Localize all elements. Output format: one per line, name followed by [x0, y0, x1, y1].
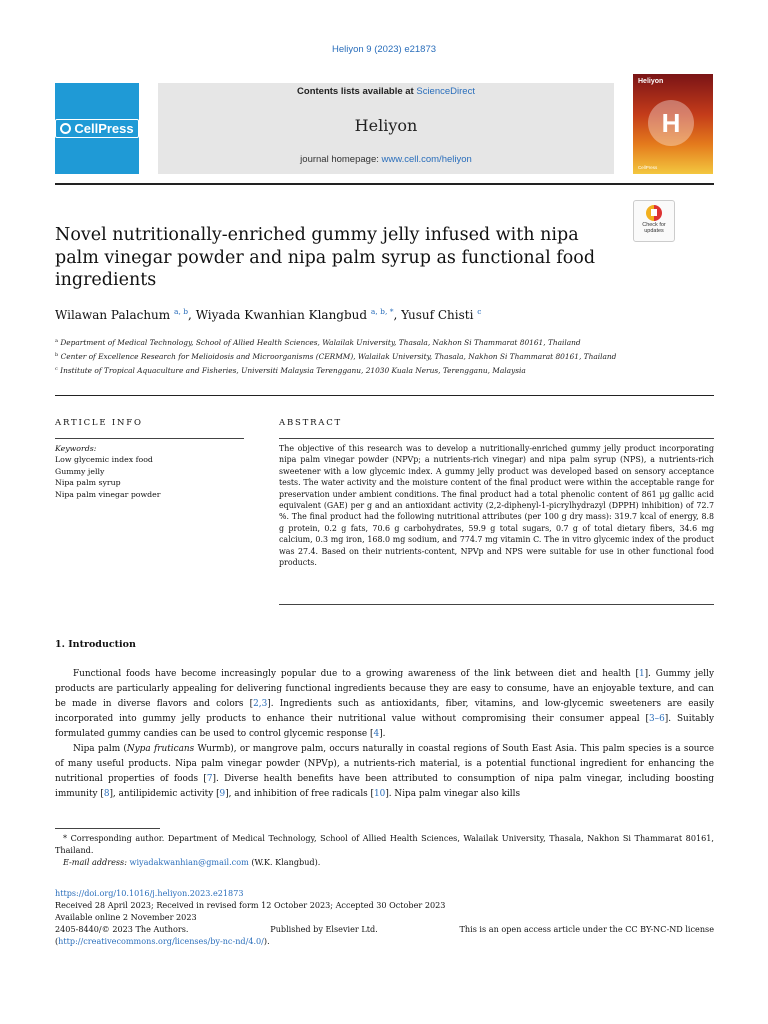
text-run: Wurmb), or mangrove palm, occurs naturally in coastal regions of South East Asia. This palm species is a source of many useful products. Nipa palm vinegar powder (NPVp), a nutrients-rich material, is a potential functional ingredient for enhancing the nutritional properties of foods [ [55, 744, 714, 784]
email-line [55, 856, 714, 868]
text-run: Nipa palm ( [73, 744, 127, 754]
journal-masthead [158, 83, 614, 174]
publisher-text: Published by Elsevier Ltd. [270, 924, 378, 934]
email-label: E-mail address: [63, 857, 127, 867]
cover-letter-icon: H [648, 100, 694, 146]
copyright-text: 2405-8440/© 2023 The Authors. [55, 924, 189, 934]
paragraph [55, 667, 714, 742]
contents-prefix: Contents lists available at [297, 86, 417, 97]
affiliation-text: Institute of Tropical Aquaculture and Fisheries, Universiti Malaysia Terengganu, 21030 Kuala Nerus, Terengganu, Malaysia [60, 366, 526, 375]
text-run: ]. Diverse health benefits have been attributed to consumption of nipa palm vinegar, including boosting immunity [ [55, 774, 714, 799]
cellpress-logo[interactable] [55, 83, 139, 174]
text-run: ], antilipidemic activity [ [109, 789, 220, 799]
affiliation-label: a [55, 338, 58, 344]
affiliation-list [55, 336, 665, 378]
paragraph [55, 742, 714, 802]
citation-link[interactable]: 2,3 [253, 699, 268, 709]
text-run: ]. Gummy jelly products are particularly appealing for delivering functional ingredients because they are easy to consume, have an enjoyable texture, and can be made in diverse flavors and colors [ [55, 669, 714, 709]
section-divider [55, 395, 714, 396]
publication-info [55, 887, 714, 947]
cellpress-logo-text: CellPress [74, 121, 134, 136]
citation-link[interactable]: 7 [206, 774, 213, 784]
author-name[interactable]: Wilawan Palachum [55, 308, 171, 322]
author-name[interactable]: Wiyada Kwanhian Klangbud [195, 308, 368, 322]
cellpress-icon [60, 123, 71, 134]
license-url-prefix: ( [55, 936, 59, 946]
homepage-prefix: journal homepage: [300, 154, 382, 165]
species-name: Nypa fruticans [126, 744, 195, 754]
abstract-heading: ABSTRACT [279, 418, 342, 428]
corresponding-author-note: * Corresponding author. Department of Medical Technology, School of Allied Health Sciences, Walailak University, Thasala, Nakhon Si Thammarat 80161, Thailand. [55, 833, 714, 855]
text-run: Functional foods have become increasingly popular due to a growing awareness of the link between diet and health [ [73, 669, 639, 679]
affiliation-label: b [55, 352, 59, 358]
introduction-heading: 1. Introduction [55, 639, 136, 650]
license-url-link[interactable]: http://creativecommons.org/licenses/by-nc-nd/4.0/ [58, 936, 264, 946]
abstract-rule [279, 438, 714, 439]
affiliation-text: Center of Excellence Research for Melioidosis and Microorganisms (CERMM), Walailak University, Thasala, Nakhon Si Thammarat 80161, Thailand [60, 352, 617, 361]
author-affiliation-marker[interactable]: c [477, 307, 482, 316]
citation-link[interactable]: 1 [638, 669, 645, 679]
affiliation-text: Department of Medical Technology, School of Allied Health Sciences, Walailak University, Thasala, Nakhon Si Thammarat 80161, Thailand [60, 338, 581, 347]
keyword-item: Gummy jelly [55, 466, 105, 476]
email-link[interactable]: wiyadakwanhian@gmail.com [129, 857, 249, 867]
article-info-heading: ARTICLE INFO [55, 418, 143, 428]
affiliation-item [55, 364, 665, 377]
sciencedirect-link[interactable]: ScienceDirect [416, 86, 475, 97]
text-run: ]. [379, 729, 386, 739]
author-affiliation-marker[interactable]: a, b [174, 307, 189, 316]
license-text: This is an open access article under the CC BY-NC-ND license [459, 924, 714, 934]
check-updates-label-2: updates [644, 228, 664, 234]
doi-link[interactable]: https://doi.org/10.1016/j.heliyon.2023.e21873 [55, 888, 244, 898]
received-dates: Received 28 April 2023; Received in revised form 12 October 2023; Accepted 30 October 2023 [55, 900, 446, 910]
abstract-text: The objective of this research was to develop a nutritionally-enriched gummy jelly product incorporating nipa palm vinegar powder (NPVp; a nutrients-rich vinegar) and nipa palm syrup (NPS), a nutrients-rich sweetener with a low glycemic index. A gummy jelly product was developed based on sensory acceptance tests. The water activity and the moisture content of the final product were within the acceptable range for preservation under ambient conditions. The final product had a total phenolic content of 861 µg gallic acid equivalent (GAE) per g and an antioxidant activity (2,2-diphenyl-1-picrylhydrazyl (DPPH) inhibition) of 72.7 %. The final product had the following nutritional attributes (per 100 g dry mass): 319.7 kcal of energy, 8.8 g protein, 0.2 g fats, 70.6 g carbohydrates, 59.9 g total sugars, 0.7 g of total dietary fibers, 34.6 mg calcium, 0.3 mg iron, 168.0 mg sodium, and 774.7 mg vitamin C. The in vitro glycemic index of the product was 27.4. Based on their nutrients-content, NPVp and NPS were suitable for use in other functional food products. [279, 444, 714, 568]
article-title: Novel nutritionally-enriched gummy jelly infused with nipa palm vinegar powder and nipa palm syrup as functional food ingredients [55, 225, 596, 290]
cover-title: Heliyon [638, 78, 664, 85]
citation-link[interactable]: 10 [374, 789, 386, 799]
text-run: ]. Suitably formulated gummy candies can be used to control glycemic response [ [55, 714, 714, 739]
article-info-rule [55, 438, 244, 439]
keywords-block [55, 443, 245, 500]
journal-homepage-link[interactable]: www.cell.com/heliyon [381, 154, 472, 165]
text-run: ]. Ingredients such as antioxidants, fiber, vitamins, and low-glycemic sweeteners are easily incorporated into gummy jelly products to enhance their nutritional value without compromising their consumer appeal [ [55, 699, 714, 724]
keyword-item: Low glycemic index food [55, 455, 153, 465]
author-separator: , [393, 308, 402, 322]
citation-link[interactable]: 4 [373, 729, 380, 739]
text-run: ], and inhibition of free radicals [ [225, 789, 375, 799]
abstract-bottom-rule [279, 604, 714, 605]
check-for-updates-button[interactable] [633, 200, 675, 242]
citation-link[interactable]: 8 [103, 789, 110, 799]
check-updates-label-1: Check for [642, 222, 666, 228]
text-run: ]. Nipa palm vinegar also kills [385, 789, 521, 799]
affiliation-item [55, 336, 665, 349]
affiliation-item [55, 350, 665, 363]
affiliation-label: c [55, 366, 58, 372]
bookmark-icon [646, 205, 662, 221]
author-separator: , [188, 308, 196, 322]
keywords-label: Keywords: [55, 444, 97, 453]
author-affiliation-marker[interactable]: a, b, * [370, 307, 394, 316]
banner-divider [55, 183, 714, 185]
cover-footer: CellPress [638, 165, 658, 170]
author-list [55, 307, 481, 322]
footnote-block [55, 832, 714, 868]
author-name[interactable]: Yusuf Chisti [401, 308, 474, 322]
citation-link[interactable]: 9 [219, 789, 226, 799]
available-online: Available online 2 November 2023 [55, 912, 197, 922]
email-suffix: (W.K. Klangbud). [248, 857, 321, 867]
journal-title: Heliyon [354, 116, 418, 135]
introduction-body [55, 667, 714, 802]
journal-reference[interactable]: Heliyon 9 (2023) e21873 [331, 44, 437, 55]
license-url-suffix: ). [263, 936, 270, 946]
footnote-rule [55, 828, 160, 829]
keyword-item: Nipa palm vinegar powder [55, 489, 161, 499]
journal-cover-image[interactable] [633, 74, 713, 174]
keyword-item: Nipa palm syrup [55, 478, 121, 488]
citation-link[interactable]: 3–6 [649, 714, 665, 724]
license-line [55, 923, 714, 935]
journal-banner [55, 78, 714, 174]
